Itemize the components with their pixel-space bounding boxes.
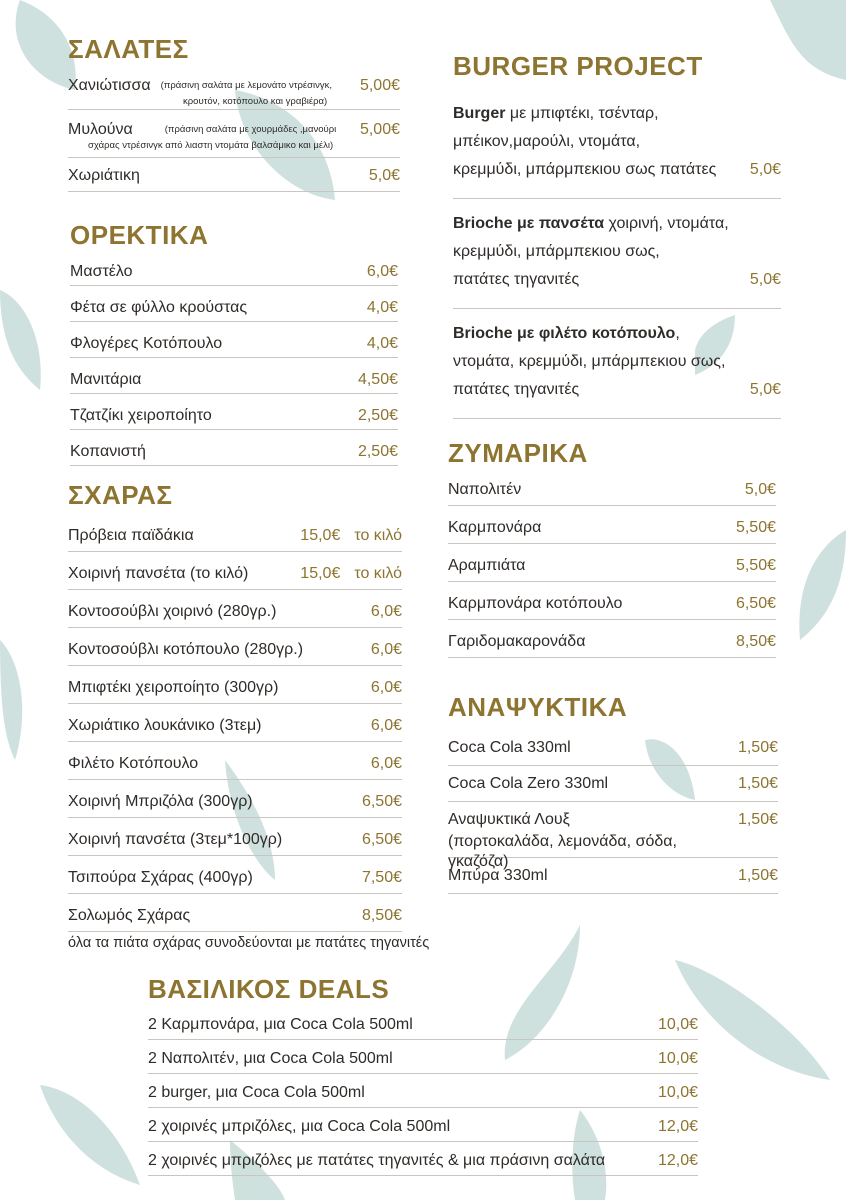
menu-item (68, 666, 402, 704)
section-burger (453, 51, 781, 419)
item-price: 6,0€ (370, 679, 402, 696)
menu-item (448, 802, 778, 870)
item-price: 6,0€ (366, 263, 398, 280)
item-list (148, 1006, 698, 1176)
item-name: Μυλούνα (68, 121, 133, 138)
item-description: , (675, 325, 680, 342)
item-price: 1,50€ (737, 739, 778, 756)
item-price: 5,0€ (368, 167, 400, 184)
item-price: 15,0€ (300, 527, 341, 544)
item-price: 6,0€ (370, 717, 402, 734)
item-name: 2 burger, μια Coca Cola 500ml (148, 1084, 365, 1101)
menu-item (68, 704, 402, 742)
item-name: Φέτα σε φύλλο κρούστας (70, 299, 248, 316)
item-name: 2 χοιρινές μπριζόλες, μια Coca Cola 500ml (148, 1118, 451, 1135)
section-title: ΖΥΜΑΡΙΚΑ (448, 438, 588, 468)
section-title: BURGER PROJECT (453, 51, 703, 81)
section-title: ΒΑΣΙΛΙΚΟΣ DEALS (148, 974, 390, 1004)
item-price: 6,50€ (361, 831, 402, 848)
item-price: 5,50€ (735, 519, 776, 536)
menu-item (448, 468, 776, 506)
menu-item (148, 1006, 698, 1040)
section-deals (148, 974, 698, 1176)
menu-item (70, 430, 398, 466)
menu-item (68, 780, 402, 818)
item-name: Φλογέρες Κοτόπουλο (70, 335, 223, 352)
item-name: Brioche με φιλέτο κοτόπουλο (453, 325, 676, 342)
item-unit: το κιλό (354, 565, 402, 582)
item-name: Κοντοσούβλι κοτόπουλο (280γρ.) (68, 641, 304, 658)
item-name: 2 Καρμπονάρα, μια Coca Cola 500ml (148, 1016, 413, 1033)
item-name: Τζατζίκι χειροποίητο (70, 407, 212, 424)
menu-item (448, 730, 778, 766)
item-name: Μπιφτέκι χειροποίητο (300γρ) (68, 679, 279, 696)
item-price: 6,0€ (370, 641, 402, 658)
item-name: Καρμπονάρα κοτόπουλο (448, 595, 623, 612)
item-name: Πρόβεια παϊδάκια (68, 527, 194, 544)
item-price: 2,50€ (357, 443, 398, 460)
item-name: Σολωμός Σχάρας (68, 907, 191, 924)
item-price: 10,0€ (657, 1084, 698, 1101)
section-orektika (70, 220, 398, 466)
item-name: Coca Cola Zero 330ml (448, 775, 609, 792)
menu-item (448, 582, 776, 620)
item-price: 1,50€ (737, 775, 778, 792)
item-price: 5,0€ (749, 381, 781, 398)
section-title: ΑΝΑΨΥΚΤΙΚΑ (448, 692, 628, 722)
item-price: 6,50€ (735, 595, 776, 612)
item-price: 5,0€ (749, 161, 781, 178)
section-title: ΟΡΕΚΤΙΚΑ (70, 220, 209, 250)
menu-item (448, 506, 776, 544)
section-salates (68, 34, 400, 192)
menu-item (68, 628, 402, 666)
item-price: 6,50€ (361, 793, 402, 810)
item-price: 1,50€ (737, 867, 778, 884)
section-anapsyktika (448, 692, 778, 894)
item-description: κρουτόν, κοτόπουλο και γραβιέρα) (183, 96, 328, 107)
section-title: ΣΑΛΑΤΕΣ (68, 34, 189, 64)
item-description: (πορτοκαλάδα, λεμονάδα, σόδα, γκαζόζα) (448, 833, 677, 870)
item-price: 6,0€ (370, 603, 402, 620)
item-price: 4,50€ (357, 371, 398, 388)
item-name: 2 χοιρινές μπριζόλες με πατάτες τηγανιτές & μια πράσινη σαλάτα (148, 1152, 606, 1169)
item-description: μπέικον,μαρούλι, ντομάτα, (453, 133, 641, 150)
item-price: 5,00€ (359, 121, 400, 138)
menu-item (68, 158, 400, 192)
item-price: 4,0€ (366, 335, 398, 352)
item-name: Χανιώτισσα (68, 77, 151, 94)
menu-item (448, 766, 778, 802)
menu-item (453, 309, 781, 419)
item-list (68, 514, 402, 932)
item-name: Coca Cola 330ml (448, 739, 571, 756)
item-price: 10,0€ (657, 1016, 698, 1033)
section-title: ΣΧΑΡΑΣ (68, 480, 173, 510)
menu-item (68, 552, 402, 590)
item-name: Αραμπιάτα (448, 557, 526, 574)
item-name: Καρμπονάρα (448, 519, 542, 536)
item-name: Brioche με πανσέτα (453, 215, 605, 232)
item-name: Μαστέλο (70, 263, 133, 280)
item-description: χοιρινή, ντομάτα, (604, 215, 729, 232)
menu-item (68, 110, 400, 158)
item-price: 1,50€ (737, 811, 778, 828)
item-description: ντομάτα, κρεμμύδι, μπάρμπεκιου σως, (453, 353, 726, 370)
item-price: 10,0€ (657, 1050, 698, 1067)
item-list (448, 730, 778, 894)
menu-item (448, 544, 776, 582)
section-sxaras (68, 480, 402, 932)
item-description: κρεμμύδι, μπάρμπεκιου σως πατάτες (453, 161, 717, 178)
menu-item (148, 1142, 698, 1176)
item-name: Χωριάτικη (68, 167, 140, 184)
menu-item (68, 742, 402, 780)
menu-item (68, 894, 402, 932)
item-name: Μπύρα 330ml (448, 867, 548, 884)
item-name: Τσιπούρα Σχάρας (400γρ) (68, 869, 253, 886)
item-list (453, 89, 781, 419)
item-name: Ναπολιτέν (448, 481, 522, 498)
menu-item (453, 199, 781, 309)
item-name: Μανιτάρια (70, 371, 142, 388)
menu-item (68, 818, 402, 856)
item-list (70, 250, 398, 466)
menu-item (70, 394, 398, 430)
item-description: με μπιφτέκι, τσένταρ, (505, 105, 659, 122)
menu-item (70, 286, 398, 322)
menu-item (68, 514, 402, 552)
menu-item (148, 1108, 698, 1142)
item-price: 5,00€ (359, 77, 400, 94)
item-name: 2 Ναπολιτέν, μια Coca Cola 500ml (148, 1050, 393, 1067)
item-description: πατάτες τηγανιτές (453, 271, 580, 288)
item-name: Χοιρινή πανσέτα (3τεμ*100γρ) (68, 831, 283, 848)
item-name: Κοπανιστή (70, 443, 146, 460)
item-price: 7,50€ (361, 869, 402, 886)
item-price: 8,50€ (735, 633, 776, 650)
menu-item (453, 89, 781, 199)
item-price: 4,0€ (366, 299, 398, 316)
menu-item (70, 250, 398, 286)
menu-item (68, 64, 400, 110)
menu-item (68, 590, 402, 628)
menu-item (448, 620, 776, 658)
menu-item (148, 1074, 698, 1108)
item-description: κρεμμύδι, μπάρμπεκιου σως, (453, 243, 660, 260)
item-name: Χοιρινή Μπριζόλα (300γρ) (68, 793, 253, 810)
item-name: Αναψυκτικά Λουξ (448, 811, 570, 828)
item-price: 15,0€ (300, 565, 341, 582)
item-unit: το κιλό (354, 527, 402, 544)
section-zymarika (448, 438, 776, 658)
item-price: 12,0€ (657, 1118, 698, 1135)
item-name: Χωριάτικο λουκάνικο (3τεμ) (68, 717, 262, 734)
item-price: 2,50€ (357, 407, 398, 424)
item-description: (πράσινη σαλάτα με λεμονάτο ντρέσινγκ, (160, 80, 332, 91)
item-price: 6,0€ (370, 755, 402, 772)
item-name: Burger (453, 105, 506, 122)
item-description: πατάτες τηγανιτές (453, 381, 580, 398)
item-description: (πράσινη σαλάτα με χουρμάδες ,μανούρι (164, 124, 337, 135)
menu-item (68, 856, 402, 894)
grill-note: όλα τα πιάτα σχάρας συνοδεύονται με πατάτες τηγανιτές (68, 935, 430, 951)
item-name: Φιλέτο Κοτόπουλο (68, 755, 199, 772)
menu-item (70, 322, 398, 358)
item-name: Γαριδομακαρονάδα (448, 633, 586, 650)
menu-item (148, 1040, 698, 1074)
item-price: 5,50€ (735, 557, 776, 574)
item-price: 8,50€ (361, 907, 402, 924)
item-price: 12,0€ (657, 1152, 698, 1169)
item-description: σχάρας ντρέσινγκ από λιαστη ντομάτα βαλσάμικο και μέλι) (88, 140, 334, 151)
item-name: Χοιρινή πανσέτα (το κιλό) (68, 565, 249, 582)
item-list (448, 468, 776, 658)
item-name: Κοντοσούβλι χοιρινό (280γρ.) (68, 603, 277, 620)
menu-item (70, 358, 398, 394)
item-price: 5,0€ (744, 481, 776, 498)
item-price: 5,0€ (749, 271, 781, 288)
